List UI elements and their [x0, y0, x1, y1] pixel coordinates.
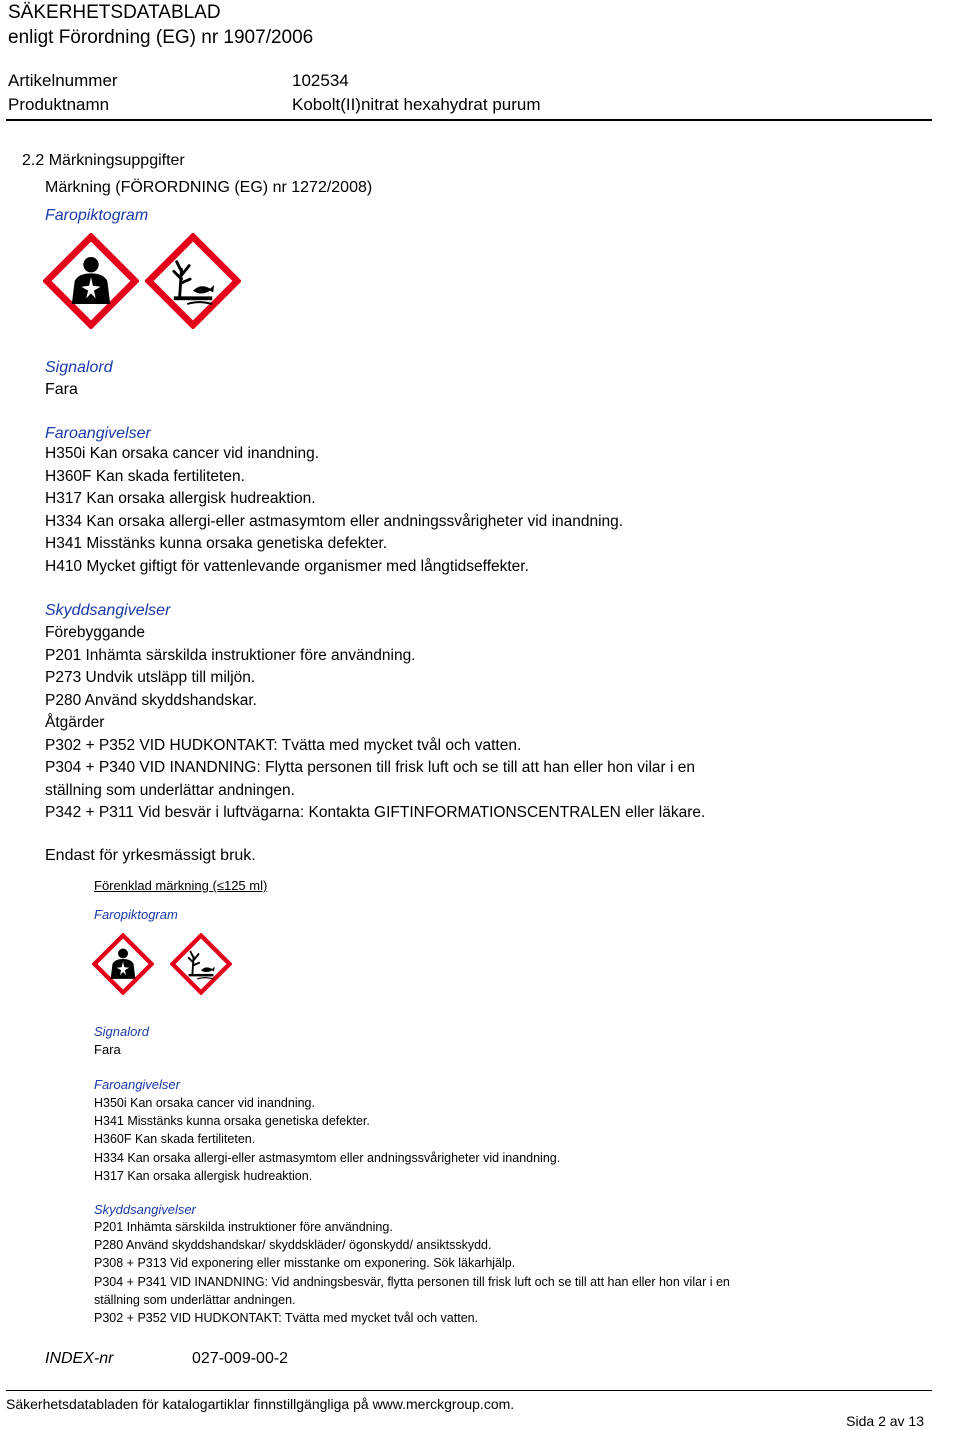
precaution-statement: P201 Inhämta särskilda instruktioner före användning. — [94, 1220, 393, 1234]
health-hazard-icon — [43, 233, 139, 329]
precaution-statement: P201 Inhämta särskilda instruktioner före användning. — [45, 646, 416, 664]
hazard-statement: H360F Kan skada fertiliteten. — [94, 1132, 256, 1147]
article-number-value: 102534 — [292, 71, 349, 90]
professional-use-note: Endast för yrkesmässigt bruk. — [45, 847, 256, 864]
hazard-statement: H317 Kan orsaka allergisk hudreaktion. — [45, 490, 316, 507]
regulation-heading: Märkning (FÖRORDNING (EG) nr 1272/2008) — [45, 179, 373, 196]
hazard-statement: H334 Kan orsaka allergi-eller astmasymtom eller andningssvårigheter vid inandning. — [94, 1150, 561, 1165]
simplified-signal-word-value: Fara — [94, 1042, 121, 1057]
hazard-statement: H317 Kan orsaka allergisk hudreaktion. — [94, 1168, 313, 1183]
header-divider — [6, 119, 932, 121]
hazard-statements-heading: Faroangivelser — [45, 425, 151, 442]
signal-word-value: Fara — [45, 381, 78, 398]
simplified-signal-word-heading: Signalord — [94, 1024, 149, 1039]
index-number-value: 027-009-00-2 — [192, 1350, 289, 1367]
product-name-label: Produktnamn — [8, 95, 110, 114]
article-number-label: Artikelnummer — [8, 71, 118, 90]
hazard-statement: H341 Misstänks kunna orsaka genetiska defekter. — [45, 535, 388, 552]
hazard-statement: H341 Misstänks kunna orsaka genetiska defekter. — [94, 1114, 370, 1129]
page-number: Sida 2 av 13 — [846, 1413, 924, 1429]
response-heading: Åtgärder — [45, 714, 105, 731]
precaution-statement: P302 + P352 VID HUDKONTAKT: Tvätta med mycket tvål och vatten. — [94, 1311, 479, 1326]
product-name-value: Kobolt(II)nitrat hexahydrat purum — [292, 95, 541, 114]
precautionary-statements — [45, 622, 705, 825]
hazard-statement: H410 Mycket giftigt för vattenlevande organismer med långtidseffekter. — [45, 557, 529, 575]
precaution-statement: P280 Använd skyddshandskar/ skyddskläder/ ögonskydd/ ansiktsskydd. — [94, 1238, 492, 1253]
section-heading: 2.2 Märkningsuppgifter — [22, 152, 185, 169]
precaution-statement: P280 Använd skyddshandskar. — [45, 691, 257, 709]
simplified-precautionary-statements — [94, 1218, 730, 1327]
simplified-labelling-heading: Förenklad märkning (≤125 ml) — [94, 878, 268, 893]
footer-text: Säkerhetsdatabladen för katalogartiklar finnstillgängliga på www.merckgroup.com. — [6, 1396, 515, 1412]
precaution-statement: P273 Undvik utsläpp till miljön. — [45, 669, 256, 686]
pictogram-heading: Faropiktogram — [45, 207, 149, 224]
environment-icon — [170, 933, 232, 995]
precaution-statement: P308 + P313 Vid exponering eller misstanke om exponering. Sök läkarhjälp. — [94, 1256, 516, 1271]
precaution-statement: ställning som underlättar andningen. — [94, 1292, 296, 1307]
precaution-statement: ställning som underlättar andningen. — [45, 781, 295, 799]
health-hazard-icon — [92, 933, 154, 995]
simplified-hazard-statements — [94, 1094, 560, 1185]
precaution-statement: P304 + P340 VID INANDNING: Flytta personen till frisk luft och se till att han eller hon vilar i en — [45, 759, 695, 776]
document-title: SÄKERHETSDATABLAD — [8, 2, 221, 23]
document-subtitle: enligt Förordning (EG) nr 1907/2006 — [8, 27, 314, 48]
index-number-label: INDEX-nr — [45, 1350, 114, 1367]
simplified-pictogram-heading: Faropiktogram — [94, 907, 178, 922]
signal-word-heading: Signalord — [45, 359, 113, 376]
precautionary-statements-heading: Skyddsangivelser — [45, 602, 171, 619]
precaution-statement: P342 + P311 Vid besvär i luftvägarna: Kontakta GIFTINFORMATIONSCENTRALEN eller läkare. — [45, 804, 706, 821]
prevention-heading: Förebyggande — [45, 624, 145, 641]
precaution-statement: P302 + P352 VID HUDKONTAKT: Tvätta med mycket tvål och vatten. — [45, 736, 522, 754]
simplified-hazard-heading: Faroangivelser — [94, 1077, 180, 1092]
hazard-statements — [45, 443, 623, 578]
hazard-statement: H360F Kan skada fertiliteten. — [45, 467, 245, 485]
hazard-statement: H334 Kan orsaka allergi-eller astmasymtom eller andningssvårigheter vid inandning. — [45, 512, 624, 530]
precaution-statement: P304 + P341 VID INANDNING: Vid andningsbesvär, flytta personen till frisk luft och se till att han eller hon vilar i en — [94, 1274, 730, 1289]
hazard-statement: H350i Kan orsaka cancer vid inandning. — [94, 1096, 315, 1110]
environment-icon — [145, 233, 241, 329]
footer-divider — [6, 1390, 932, 1391]
hazard-statement: H350i Kan orsaka cancer vid inandning. — [45, 445, 320, 462]
simplified-precaution-heading: Skyddsangivelser — [94, 1202, 196, 1217]
